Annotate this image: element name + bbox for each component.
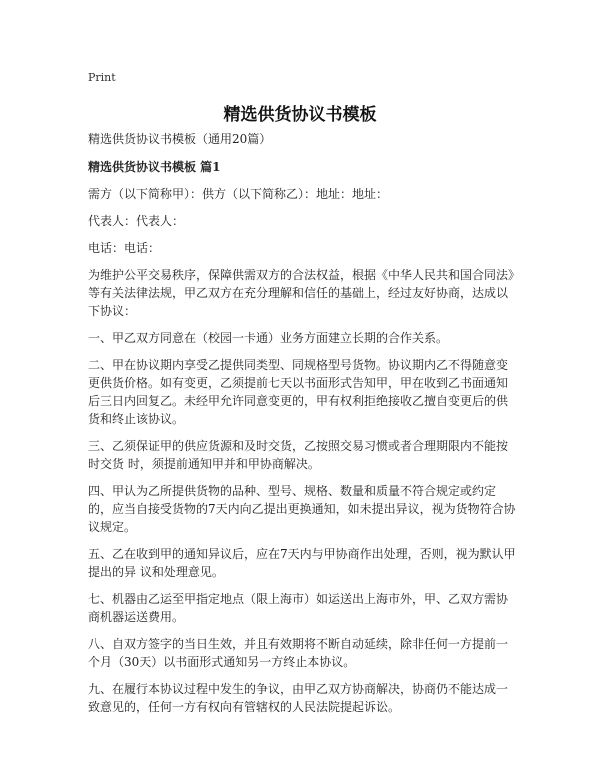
paragraph: 八、自双方签字的当日生效，并且有效期将不断自动延续，除非任何一方提前一个月（30天）以书面形式通知另一方终止本协议。 xyxy=(88,637,509,669)
paragraph: 七、机器由乙运至甲指定地点（限上海市）如运送出上海市外，甲、乙双方需协商机器运送费用。 xyxy=(88,592,509,624)
paragraph: 五、乙在收到甲的通知异议后，应在7天内与甲协商作出处理，否则，视为默认甲提出的异 议和处理意见。 xyxy=(88,547,516,579)
paragraph: 三、乙须保证甲的供应货源和及时交货，乙按照交易习惯或者合理期限内不能按时交货 时，须提前通知甲并和甲协商解决。 xyxy=(88,439,509,471)
paragraph: 一、甲乙双方同意在（校园一卡通）业务方面建立长期的合作关系。 xyxy=(88,331,449,345)
page-title: 精选供货协议书模板 xyxy=(223,105,377,125)
print-link[interactable]: Print xyxy=(88,71,116,84)
paragraph: 代表人：代表人： xyxy=(88,214,185,228)
paragraph: 为维护公平交易秩序，保障供需双方的合法权益，根据《中华人民共和国合同法》等有关法律法规，甲乙双方在充分理解和信任的基础上，经过友好协商，达成以下协议： xyxy=(88,268,515,318)
paragraph: 九、在履行本协议过程中发生的争议，由甲乙双方协商解决，协商仍不能达成一致意见的，任何一方有权向有管辖权的人民法院提起诉讼。 xyxy=(88,682,509,714)
section-heading: 精选供货协议书模板 篇1 xyxy=(88,160,221,174)
paragraph: 需方（以下简称甲）：供方（以下简称乙）：地址：地址： xyxy=(88,187,389,201)
document-subtitle: 精选供货协议书模板（通用20篇） xyxy=(88,132,272,146)
paragraph: 四、甲认为乙所提供货物的品种、型号、规格、数量和质量不符合规定或约定的，应当自接受货物的7天内向乙提出更换通知，如未提出异议，视为货物符合协议规定。 xyxy=(88,484,516,534)
paragraph: 二、甲在协议期内享受乙提供同类型、同规格型号货物。协议期内乙不得随意变更供货价格。如有变更，乙须提前七天以书面形式告知甲，甲在收到乙书面通知后三日内回复乙。未经甲允许同意变更的，甲有权利拒绝接收乙擅自变更后的供货和终止该协议。 xyxy=(88,358,509,426)
document-body xyxy=(88,130,516,725)
paragraph: 电话：电话： xyxy=(88,241,161,255)
